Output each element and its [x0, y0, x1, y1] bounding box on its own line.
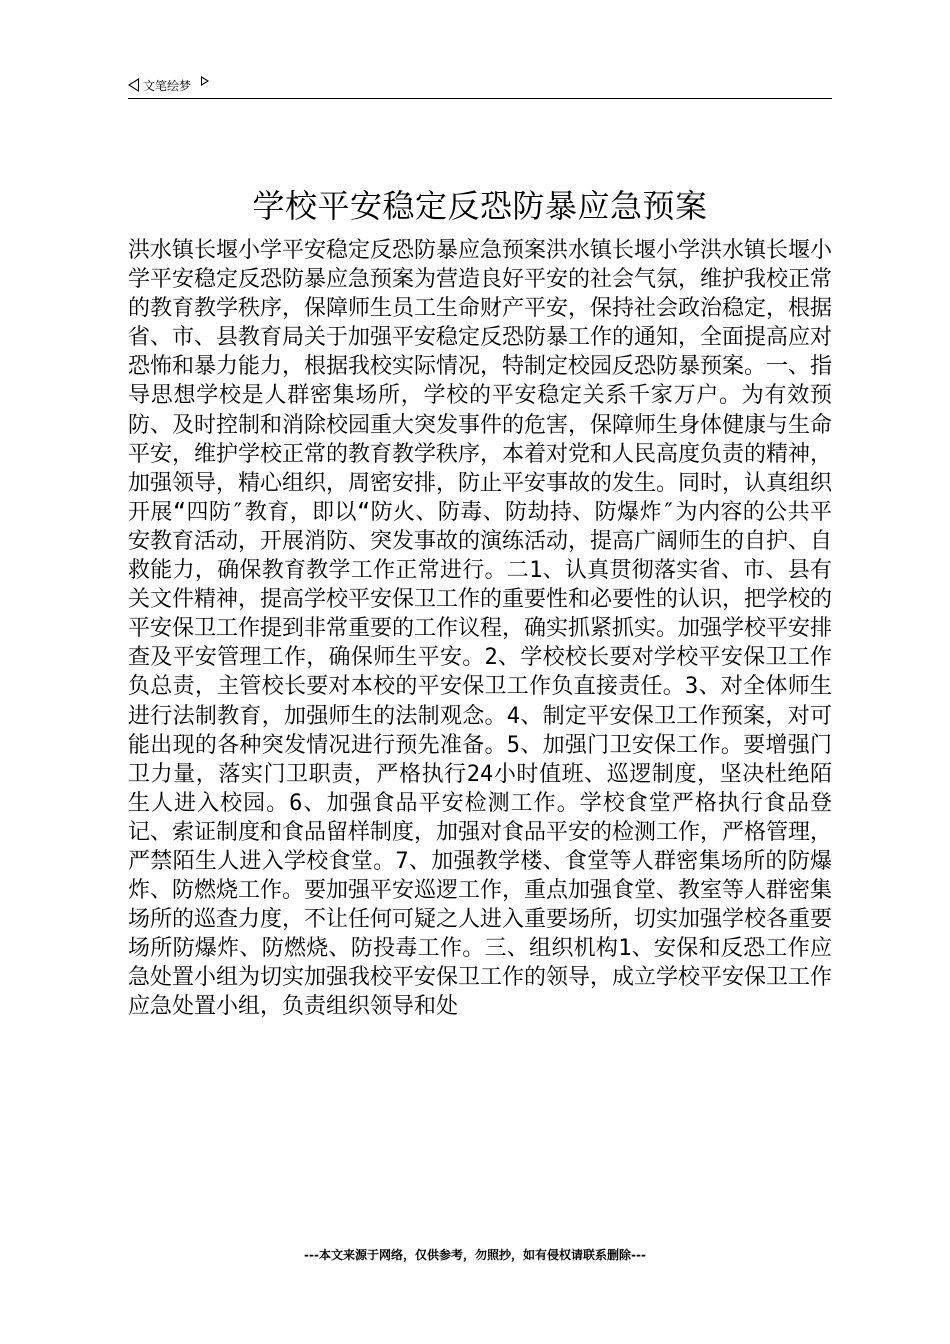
triangle-left-icon — [128, 78, 139, 92]
document-title: 学校平安稳定反恐防暴应急预案 — [252, 187, 708, 225]
footer-notice: ---本文来源于网络，仅供参考，勿照抄，如有侵权请联系删除--- — [304, 1248, 646, 1262]
document-body: 洪水镇长堰小学平安稳定反恐防暴应急预案洪水镇长堰小学洪水镇长堰小学平安稳定反恐防暴应急预案为营造良好平安的社会气氛，维护我校正常的教育教学秩序，保障师生员工生命财产平安，保持社会政治稳定，根据省、市、县教育局关于加强平安稳定反恐防暴工作的通知，全面提高应对恐怖和暴力能力，根据我校实际情况，特制定校园反恐防暴预案。一、指导思想学校是人群密集场所，学校的平安稳定关系千家万户。为有效预防、及时控制和消除校园重大突发事件的危害，保障师生身体健康与生命平安，维护学校正常的教育教学秩序，本着对党和人民高度负责的精神，加强领导，精心组织，周密安排，防止平安事故的发生。同时，认真组织开展“四防″教育，即以“防火、防毒、防劫持、防爆炸″为内容的公共平安教育活动，开展消防、突发事故的演练活动，提高广阔师生的自护、自救能力，确保教育教学工作正常进行。二1、认真贯彻落实省、市、县有关文件精神，提高学校平安保卫工作的重要性和必要性的认识，把学校的平安保卫工作提到非常重要的工作议程，确实抓紧抓实。加强学校平安排查及平安管理工作，确保师生平安。2、学校校长要对学校平安保卫工作负总责，主管校长要对本校的平安保卫工作负直接责任。3、对全体师生进行法制教育，加强师生的法制观念。4、制定平安保卫工作预案，对可能出现的各种突发情况进行预先准备。5、加强门卫安保工作。要增强门卫力量，落实门卫职责，严格执行24小时值班、巡逻制度，坚决杜绝陌生人进入校园。6、加强食品平安检测工作。学校食堂严格执行食品登记、索证制度和食品留样制度，加强对食品平安的检测工作，严格管理，严禁陌生人进入学校食堂。7、加强教学楼、食堂等人群密集场所的防爆炸、防燃烧工作。要加强平安巡逻工作，重点加强食堂、教室等人群密集场所的巡查力度，不让任何可疑之人进入重要场所，切实加强学校各重要场所防爆炸、防燃烧、防投毒工作。三、组织机构1、安保和反恐工作应急处置小组为切实加强我校平安保卫工作的领导，成立学校平安保卫工作应急处置小组，负责组织领导和处 — [128, 238, 833, 1020]
triangle-right-icon — [201, 76, 209, 86]
header-brand: 文笔绘梦 — [143, 78, 192, 93]
header-brand-row — [128, 74, 209, 96]
page-header — [128, 74, 832, 99]
